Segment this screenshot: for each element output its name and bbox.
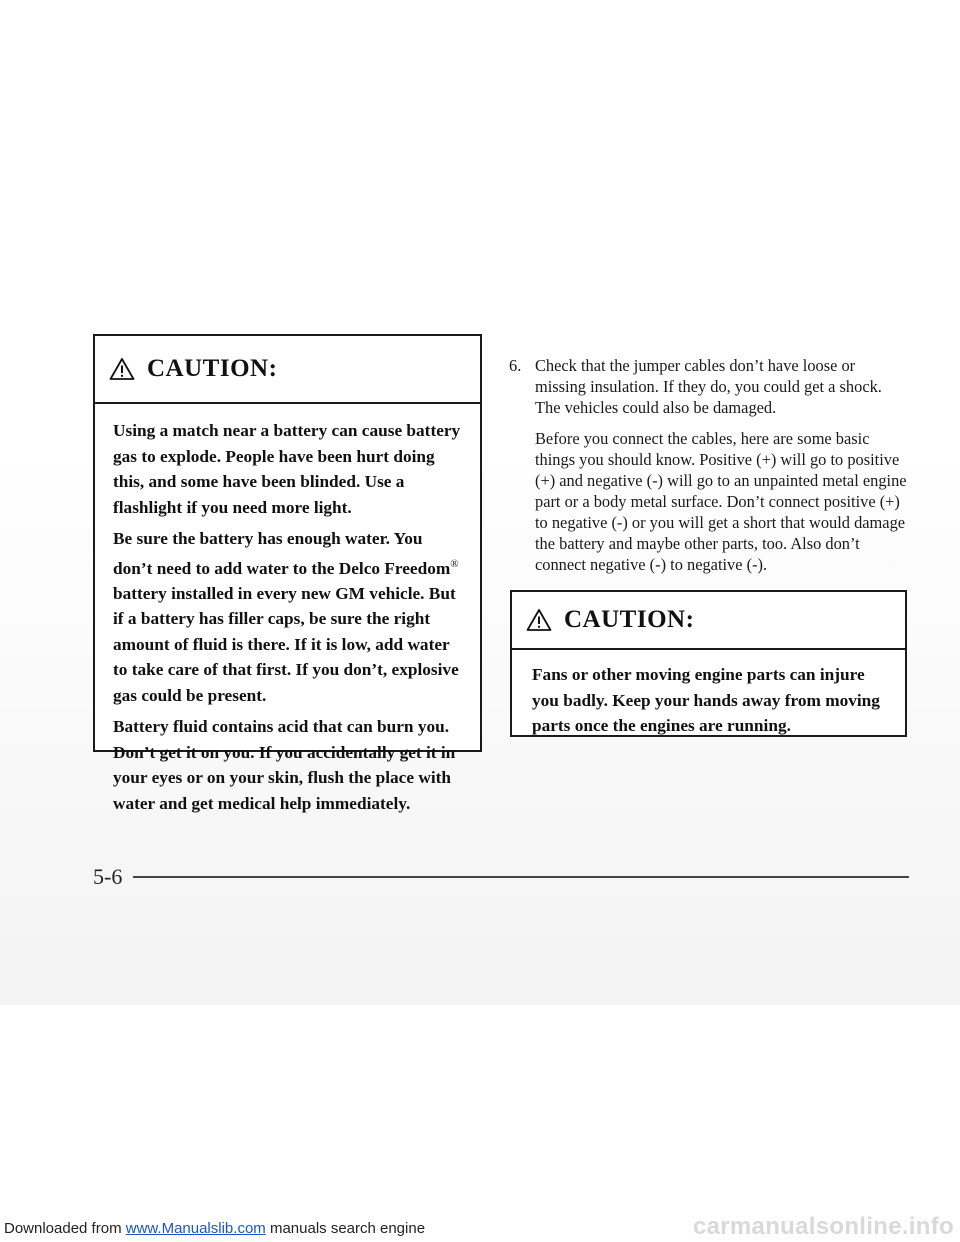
step-text: Check that the jumper cables don’t have loose or missing insulation. If they do, you could get a shock. The vehicles could also be damaged.	[535, 356, 882, 417]
caution-paragraph-water: Be sure the battery has enough water. You don’t need to add water to the Delco Freedom® battery installed in every new GM vehicle. But if a battery has filler caps, be sure the right amount of fluid is there. If it is low, add water to take care of that first. If you don’t, explosive gas could be present.	[113, 529, 459, 705]
caution-body	[95, 404, 480, 816]
caution-title: CAUTION:	[147, 355, 278, 382]
watermark: carmanualsonline.info	[692, 1213, 954, 1240]
step-6	[509, 355, 909, 575]
caution-body	[512, 650, 905, 739]
footer-suffix: manuals search engine	[265, 1220, 426, 1237]
manualslib-link[interactable]: www.Manualslib.com	[125, 1220, 266, 1237]
page-number: 5-6	[93, 864, 123, 889]
step-number: 6.	[509, 356, 522, 375]
step-paragraph: Before you connect the cables, here are some basic things you should know. Positive (+) will go to positive (+) and negative (-) will go to an unpainted metal engine part or a body metal surface. Don’t connect positive (+) to negative (-) or you will get a short that would damage the battery and maybe other parts, too. Also don’t connect negative (-) to negative (-).	[535, 429, 907, 574]
caution-header	[95, 336, 480, 404]
caution-paragraph-match: Using a match near a battery can cause battery gas to explode. People have been hurt doing this, and some have been blinded. Use a flashlight if you need more light.	[113, 421, 461, 517]
warning-triangle-icon	[526, 608, 552, 632]
caution-box-fans	[510, 590, 907, 737]
caution-paragraph-fans: Fans or other moving engine parts can injure you badly. Keep your hands away from moving parts once the engines are running.	[532, 665, 880, 735]
footer-prefix: Downloaded from	[4, 1220, 126, 1237]
download-footer	[4, 1220, 425, 1237]
caution-header	[512, 592, 905, 650]
warning-triangle-icon	[109, 357, 135, 381]
caution-paragraph-acid: Battery fluid contains acid that can burn you. Don’t get it on you. If you accidentally get it in your eyes or on your skin, flush the place with water and get medical help immediately.	[113, 717, 456, 813]
caution-box-battery	[93, 334, 482, 813]
caution-title: CAUTION:	[564, 606, 695, 633]
page-rule-divider	[133, 876, 909, 878]
